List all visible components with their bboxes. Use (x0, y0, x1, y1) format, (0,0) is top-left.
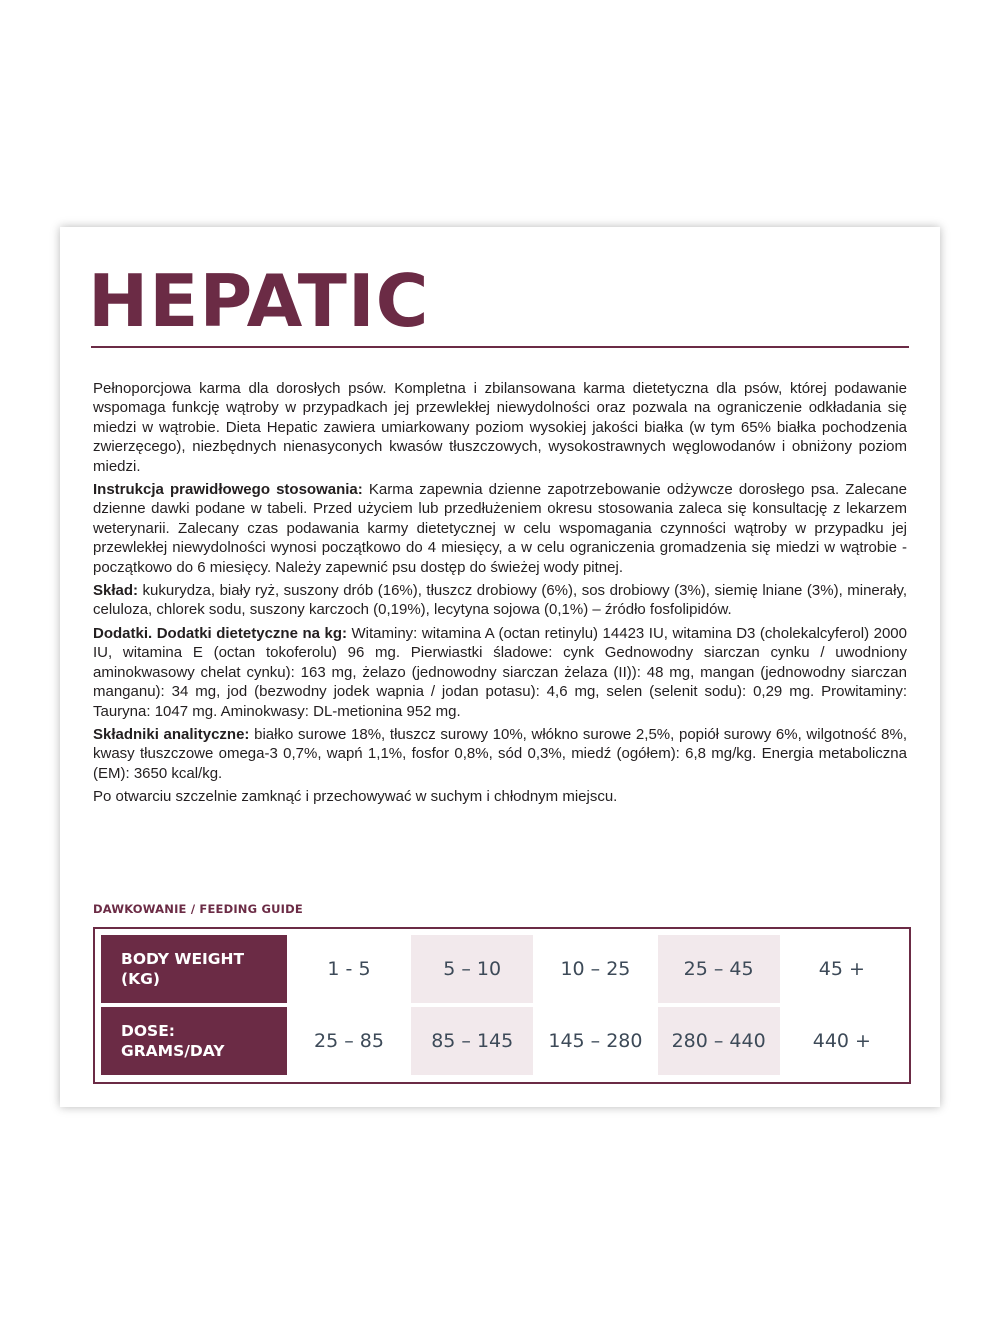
additives-text: Witaminy: witamina A (octan retinylu) 14423 IU, witamina D3 (cholekalcyferol) 2000 IU, witamina E (octan tokoferolu) 96 mg. Pierwiastki śladowe: cynk Gednowodny siarczan cynku / uwodniony aminokwasowy chelat cynku): 163 mg, żelazo (jednowodny siarczan żelaza (II)): 48 mg, mangan (jednowodny siarczan manganu): 34 mg, jod (bezwodny jodek wapnia / jodan potasu): 4,6 mg, selen (selenit sodu): 0,29 mg. Prowitaminy: Tauryna: 1047 mg. Aminokwasy: DL-metionina 952 mg. (93, 624, 907, 720)
product-description (93, 379, 907, 811)
instructions-text: Karma zapewnia dzienne zapotrzebowanie odżywcze dorosłego psa. Zalecane dzienne dawki podane w tabeli. Przed użyciem lub przedłużeniem okresu stosowania zaleca się konsultację z lekarzem weterynarii. Zalecany czas podawania karmy dietetycznej w celu wspomagania czynności wątroby w przypadku jej przewlekłej niewydolności wynosi początkowo do 4 miesięcy, a w celu ograniczenia gromadzenia się miedzi w wątrobie - początkowo do 6 miesięcy. Należy zapewnić psu dostęp do świeżej wody pitnej. (93, 481, 907, 576)
row-header-body-weight: BODY WEIGHT (KG) (101, 935, 287, 1003)
storage-paragraph (93, 787, 907, 806)
table-cell: 5 – 10 (411, 935, 533, 1003)
analytical-label: Składniki analityczne: (93, 725, 250, 743)
row-header-dose: DOSE: GRAMS/DAY (101, 1007, 287, 1075)
table-cell: 145 – 280 (548, 1030, 643, 1052)
feeding-guide-label: DAWKOWANIE / FEEDING GUIDE (93, 902, 303, 916)
additives-paragraph (93, 624, 907, 721)
table-cell: 280 – 440 (658, 1007, 780, 1075)
analytical-paragraph (93, 725, 907, 783)
table-cell: 25 – 85 (314, 1030, 384, 1052)
composition-text: kukurydza, biały ryż, suszony drób (16%), tłuszcz drobiowy (6%), sos drobiowy (3%), siemię lniane (3%), minerały, celuloza, chlorek sodu, suszony karczoch (0,19%), lecytyna sojowa (0,1%) – źródło fosfolipidów. (93, 582, 907, 619)
title-divider (91, 346, 909, 348)
composition-paragraph (93, 581, 907, 620)
table-cell: 45 + (818, 958, 865, 980)
table-cell: 1 - 5 (327, 958, 371, 980)
additives-label: Dodatki. Dodatki dietetyczne na kg: (93, 624, 347, 642)
intro-paragraph (93, 379, 907, 476)
storage-text: Po otwarciu szczelnie zamknąć i przechowywać w suchym i chłodnym miejscu. (93, 788, 618, 806)
table-cell: 440 + (812, 1030, 871, 1052)
table-row-body-weight (101, 935, 903, 1003)
table-cell: 25 – 45 (658, 935, 780, 1003)
table-cell: 10 – 25 (560, 958, 631, 980)
table-cell: 85 – 145 (411, 1007, 533, 1075)
table-row-dose (101, 1007, 903, 1075)
composition-label: Skład: (93, 582, 139, 600)
analytical-text: białko surowe 18%, tłuszcz surowy 10%, włókno surowe 2,5%, popiół surowy 6%, wilgotność 8%, kwasy tłuszczowe omega-3 0,7%, wapń 1,1%, fosfor 0,8%, sód 0,3%, miedź (ogółem): 6,8 mg/kg. Energia metaboliczna (EM): 3650 kcal/kg. (93, 725, 908, 782)
instructions-paragraph (93, 480, 907, 577)
feeding-guide-table (93, 927, 911, 1084)
product-title: HEPATIC (88, 259, 430, 343)
instructions-label: Instrukcja prawidłowego stosowania: (93, 481, 363, 499)
intro-text: Pełnoporcjowa karma dla dorosłych psów. Kompletna i zbilansowana karma dietetyczna dla psów, której podawanie wspomaga funkcję wątroby w przypadkach jej przewlekłej niewydolności oraz pozwala na ograniczenie odkładania się miedzi w wątrobie. Dieta Hepatic zawiera umiarkowany poziom wysokiej jakości białka (w tym 65% białka pochodzenia zwierzęcego), niezbędnych nienasyconych kwasów tłuszczowych, wysokostrawnych węglowodanów i obniżony poziom miedzi. (93, 380, 907, 475)
product-card (60, 227, 940, 1107)
